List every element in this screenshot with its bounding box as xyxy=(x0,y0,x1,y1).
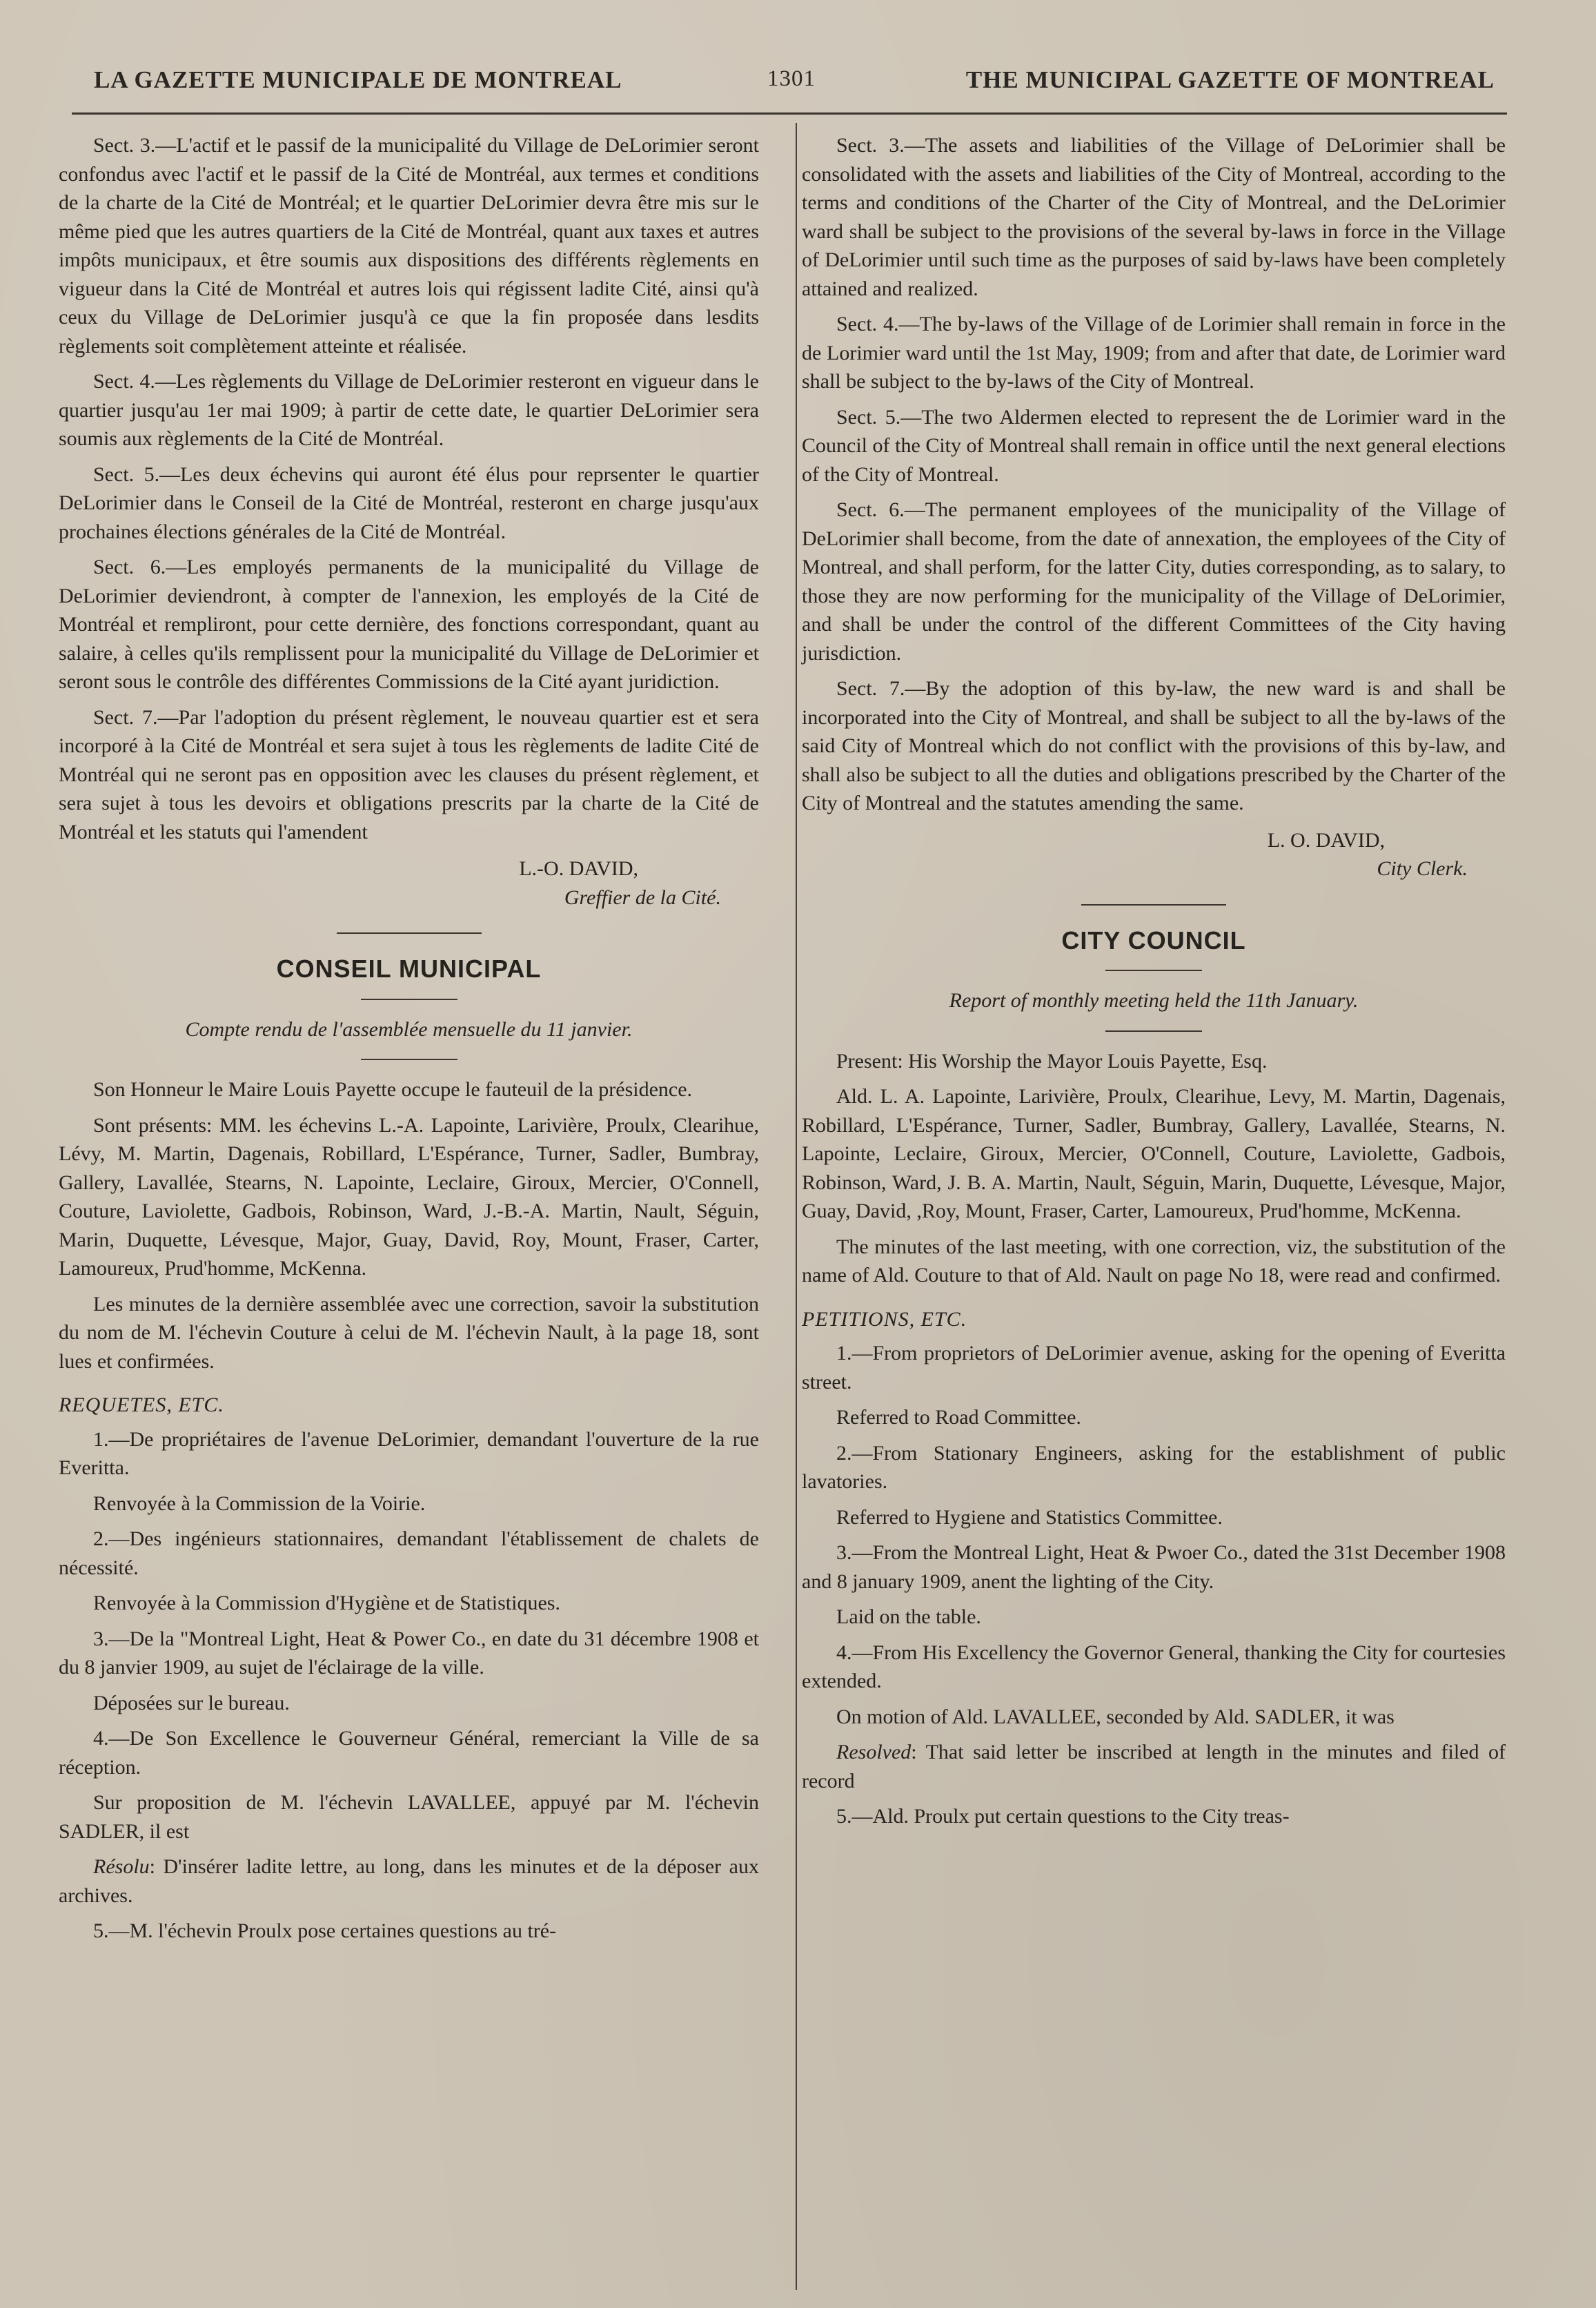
column-french xyxy=(59,131,759,1953)
fr-presidence: Son Honneur le Maire Louis Payette occupe le fauteuil de la présidence. xyxy=(93,1078,693,1101)
fr-sect-3: Sect. 3.—L'actif et le passif de la municipalité du Village de DeLorimier seront confondus avec l'actif et le passif de la Cité de Montréal, aux termes et conditions de la charte de la Cité de Montréal; et le quartier DeLorimier devra être mis sur le même pied que les autres quartiers de la Cité de Montréal, quant aux taxes et autres impôts municipaux, et être soumis aux dispositions des différents règlements en vigueur dans la Cité de Montréal et autres lois qui régissent ladite Cité, ainsi qu'à ceux du Village de DeLorimier jusqu'à ce que la fin proposée dans lesdits règlements soit complètement atteinte et réalisée. xyxy=(59,134,759,358)
en-item-3: 3.—From the Montreal Light, Heat & Pwoer Co., dated the 31st December 1908 and 8 january 1909, anent the lighting of the City. xyxy=(802,1541,1506,1593)
en-council-title: CITY COUNCIL xyxy=(1061,926,1246,955)
en-item-2-ref: Referred to Hygiene and Statistics Committee. xyxy=(836,1505,1223,1529)
fr-motion: Sur proposition de M. l'échevin LAVALLEE, appuyé par M. l'échevin SADLER, il est xyxy=(59,1791,759,1843)
en-signature-title: City Clerk. xyxy=(1377,857,1468,880)
column-english xyxy=(802,131,1506,1838)
en-resolved-label: Resolved xyxy=(836,1741,912,1763)
en-separator xyxy=(1081,904,1226,906)
en-item-2: 2.—From Stationary Engineers, asking for the establishment of public lavatories. xyxy=(802,1441,1506,1493)
en-sect-4: Sect. 4.—The by-laws of the Village of de Lorimier shall remain in force in the de Lorimier ward until the 1st May, 1909; from and after that date, de Lorimier ward shall be subject to the by-laws of the City of Montreal. xyxy=(802,313,1506,393)
en-item-5: 5.—Ald. Proulx put certain questions to the City treas- xyxy=(836,1805,1290,1828)
en-aldermen: Ald. L. A. Lapointe, Larivière, Proulx, Clearihue, Levy, M. Martin, Dagenais, Robillard, L'Espérance, Turner, Sadler, Bumbray, Gallery, Lavallée, Stearns, N. Lapointe, Leclaire, Giroux, Mercier, O'Connell, Couture, Laviolette, Gadbois, Robinson, Ward, J. B. A. Martin, Nault, Séguin, Marin, Duquette, Lévesque, Major, Guay, David, ,Roy, Mount, Fraser, Carter, Lamoureux, Prud'homme, McKenna. xyxy=(802,1085,1506,1222)
en-sect-5: Sect. 5.—The two Aldermen elected to represent the de Lorimier ward in the Council of the City of Montreal shall remain in office until the next general elections of the City of Montreal. xyxy=(802,405,1506,486)
en-signature xyxy=(802,826,1506,883)
page-header xyxy=(94,66,1495,101)
fr-council-subtitle: Compte rendu de l'assemblée mensuelle du 11 janvier. xyxy=(185,1017,633,1041)
fr-sect-4: Sect. 4.—Les règlements du Village de DeLorimier resteront en vigueur dans le quartier jusqu'au 1er mai 1909; à partir de cette date, le quartier DeLorimier sera soumis aux règlements de la Cité de Montréal. xyxy=(59,370,759,450)
fr-requetes-heading: REQUETES, ETC. xyxy=(59,1393,224,1416)
en-resolved xyxy=(802,1738,1506,1795)
fr-item-3: 3.—De la "Montreal Light, Heat & Power Co., en date du 31 décembre 1908 et du 8 janvier 1909, au sujet de l'éclairage de la ville. xyxy=(59,1627,759,1679)
fr-item-4: 4.—De Son Excellence le Gouverneur Général, remerciant la Ville de sa réception. xyxy=(59,1727,759,1779)
fr-sect-6: Sect. 6.—Les employés permanents de la municipalité du Village de DeLorimier deviendront, à compter de l'annexion, les employés de la Cité de Montréal et rempliront, pour cette dernière, des fonctions correspondant, quant au salaire, à celles qu'ils remplissent pour la municipalité du Village de DeLorimier et seront sous le contrôle des différentes Commissions de la Cité ayant juridiction. xyxy=(59,556,759,693)
en-petitions-heading: PETITIONS, ETC. xyxy=(802,1307,967,1331)
fr-item-5: 5.—M. l'échevin Proulx pose certaines questions au tré- xyxy=(93,1919,557,1942)
en-sect-7: Sect. 7.—By the adoption of this by-law, the new ward is and shall be incorporated into the City of Montreal, and shall be subject to all the by-laws of the said City of Montreal which do not conflict with the provisions of this by-law, and shall also be subject to all the duties and obligations prescribed by the Charter of the City of Montreal and the statutes amending the same. xyxy=(802,677,1506,814)
fr-presents: Sont présents: MM. les échevins L.-A. Lapointe, Larivière, Proulx, Clearihue, Lévy, M. Martin, Dagenais, Robillard, L'Espérance, Turner, Sadler, Bumbray, Gallery, Lavallée, Stearns, N. Lapointe, Leclaire, Giroux, Mercier, O'Connell, Couture, Laviolette, Gadbois, Robinson, Ward, J.-B.-A. Martin, Nault, Séguin, Marin, Duquette, Lévesque, Major, Guay, David, Roy, Mount, Fraser, Carter, Lamoureux, Prud'homme, McKenna. xyxy=(59,1113,759,1280)
en-item-4: 4.—From His Excellency the Governor General, thanking the City for courtesies extended. xyxy=(802,1641,1506,1692)
en-motion: On motion of Ald. LAVALLEE, seconded by Ald. SADLER, it was xyxy=(836,1705,1395,1728)
fr-resolu xyxy=(59,1852,759,1910)
fr-resolu-text: : D'insérer ladite lettre, au long, dans les minutes et de la déposer aux archives. xyxy=(59,1855,759,1907)
fr-item-2: 2.—Des ingénieurs stationnaires, demandant l'établissement de chalets de nécessité. xyxy=(59,1527,759,1579)
fr-sect-5: Sect. 5.—Les deux échevins qui auront été élus pour reprsenter le quartier DeLorimier dans le Conseil de la Cité de Montréal, resteront en charge jusqu'aux prochaines élections générales de la Cité de Montréal. xyxy=(59,462,759,543)
header-title-en: THE MUNICIPAL GAZETTE OF MONTREAL xyxy=(965,66,1495,93)
fr-title-rule xyxy=(361,999,457,1000)
en-item-1: 1.—From proprietors of DeLorimier avenue, asking for the opening of Everitta street. xyxy=(802,1342,1506,1393)
en-sect-6: Sect. 6.—The permanent employees of the municipality of the Village of DeLorimier shall become, from the date of annexation, the employees of the City of Montreal, and shall perform, for the latter City, duties corresponding, as to salary, to those they are now performing for the municipality of the Village of DeLorimier, and shall be under the control of the different Committees of the City having jurisdiction. xyxy=(802,498,1506,665)
en-present: Present: His Worship the Mayor Louis Payette, Esq. xyxy=(836,1049,1268,1073)
fr-sect-7: Sect. 7.—Par l'adoption du présent règlement, le nouveau quartier est et sera incorporé à la Cité de Montréal et sera sujet à tous les règlements de ladite Cité de Montréal qui ne seront pas en opposition avec les clauses du présent règlement, et sera sujet à tous les devoirs et obligations prescrits par la charte de la Cité de Montréal et les statuts qui l'amendent xyxy=(59,705,759,843)
fr-resolu-label: Résolu xyxy=(93,1855,150,1878)
en-item-1-ref: Referred to Road Committee. xyxy=(836,1406,1081,1429)
fr-item-1-ref: Renvoyée à la Commission de la Voirie. xyxy=(93,1492,426,1515)
en-item-3-ref: Laid on the table. xyxy=(836,1605,981,1628)
fr-council-title: CONSEIL MUNICIPAL xyxy=(276,955,542,983)
fr-signature xyxy=(59,854,759,912)
column-divider xyxy=(796,123,797,2290)
fr-item-1: 1.—De propriétaires de l'avenue DeLorimier, demandant l'ouverture de la rue Everitta. xyxy=(59,1427,759,1479)
fr-signature-title: Greffier de la Cité. xyxy=(564,886,721,909)
fr-minutes: Les minutes de la dernière assemblée avec une correction, savoir la substitution du nom de M. l'échevin Couture à celui de M. l'échevin Nault, à la page 18, sont lues et confirmées. xyxy=(59,1292,759,1373)
fr-signature-name: L.-O. DAVID, xyxy=(519,857,638,880)
page-number: 1301 xyxy=(767,66,816,91)
en-title-rule xyxy=(1105,970,1202,971)
header-title-fr: LA GAZETTE MUNICIPALE DE MONTREAL xyxy=(94,66,622,93)
fr-subtitle-rule xyxy=(361,1059,457,1060)
en-signature-name: L. O. DAVID, xyxy=(1267,828,1385,852)
en-sect-3: Sect. 3.—The assets and liabilities of the Village of DeLorimier shall be consolidated with the assets and liabilities of the City of Montreal, according to the terms and conditions of the Charter of the City of Montreal, and the DeLorimier ward shall be subject to the provisions of the several by-laws in force in the Village of DeLorimier until such time as the purposes of said by-laws have been completely attained and realized. xyxy=(802,134,1506,300)
en-subtitle-rule xyxy=(1105,1030,1202,1032)
en-minutes: The minutes of the last meeting, with one correction, viz, the substitution of the name of Ald. Couture to that of Ald. Nault on page No 18, were read and confirmed. xyxy=(802,1235,1506,1287)
header-rule xyxy=(72,113,1507,115)
en-council-subtitle: Report of monthly meeting held the 11th January. xyxy=(949,989,1359,1012)
en-resolved-text: : That said letter be inscribed at length in the minutes and filed of record xyxy=(802,1741,1506,1792)
fr-separator xyxy=(337,932,482,934)
fr-item-3-ref: Déposées sur le bureau. xyxy=(93,1691,290,1714)
fr-item-2-ref: Renvoyée à la Commission d'Hygiène et de Statistiques. xyxy=(93,1592,560,1614)
